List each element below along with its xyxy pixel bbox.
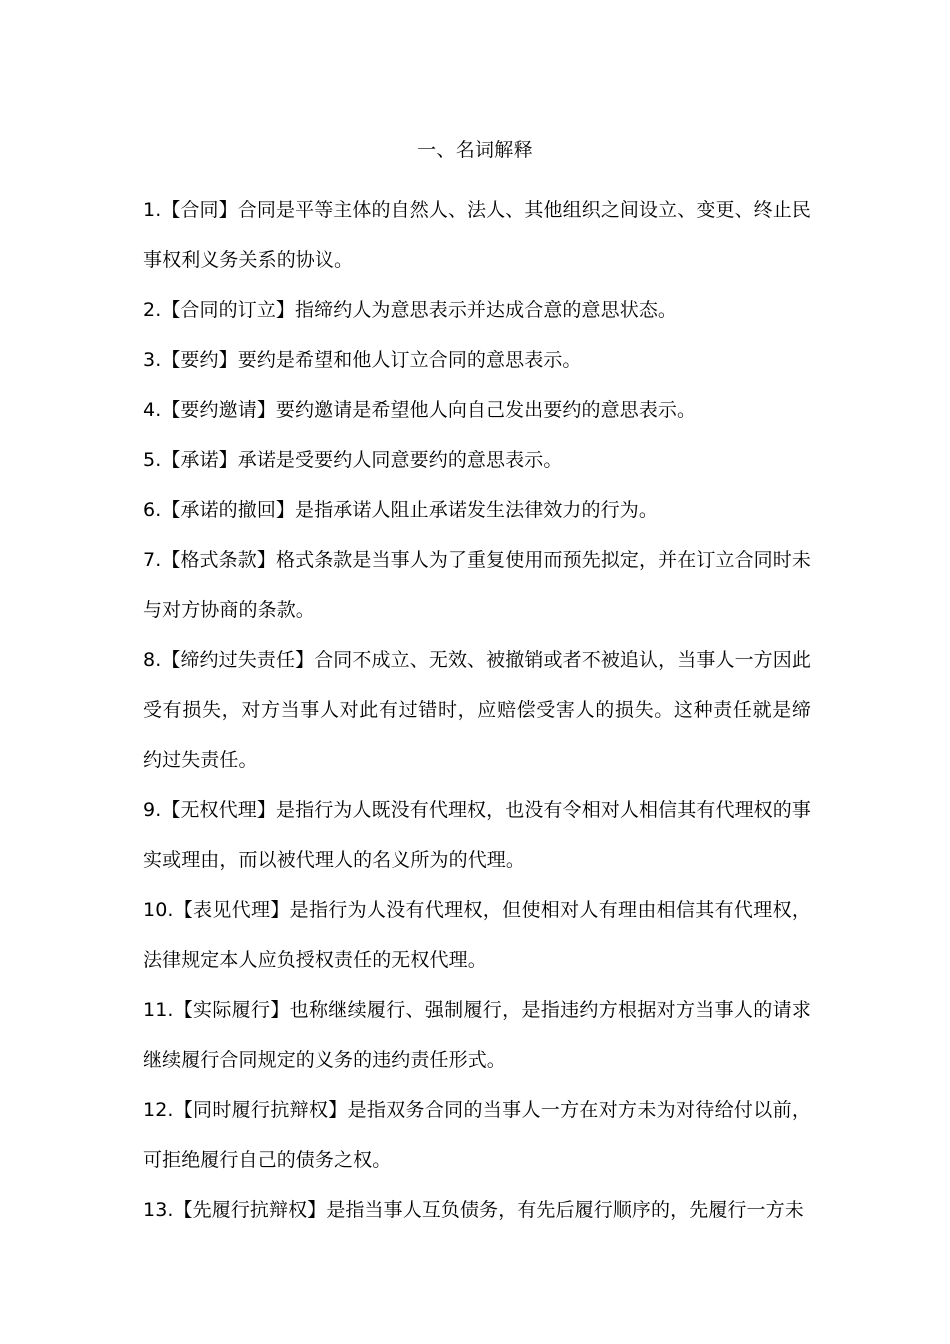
definition-2: 2.【合同的订立】指缔约人为意思表示并达成合意的意思状态。: [143, 299, 678, 321]
definition-7: 7.【格式条款】格式条款是当事人为了重复使用而预先拟定，并在订立合同时未与对方协商的条款。: [143, 549, 811, 621]
definition-6: 6.【承诺的撤回】是指承诺人阻止承诺发生法律效力的行为。: [143, 499, 658, 521]
definition-9: 9.【无权代理】是指行为人既没有代理权，也没有令相对人相信其有代理权的事实或理由，而以被代理人的名义所为的代理。: [143, 799, 811, 871]
section-heading: 一、名词解释: [417, 139, 533, 161]
definition-1: 1.【合同】合同是平等主体的自然人、法人、其他组织之间设立、变更、终止民事权利义务关系的协议。: [143, 199, 811, 271]
definition-5: 5.【承诺】承诺是受要约人同意要约的意思表示。: [143, 449, 563, 471]
definition-3: 3.【要约】要约是希望和他人订立合同的意思表示。: [143, 349, 582, 371]
definition-4: 4.【要约邀请】要约邀请是希望他人向自己发出要约的意思表示。: [143, 399, 697, 421]
definition-8: 8.【缔约过失责任】合同不成立、无效、被撤销或者不被追认，当事人一方因此受有损失，对方当事人对此有过错时，应赔偿受害人的损失。这种责任就是缔约过失责任。: [143, 649, 811, 771]
definition-10: 10.【表见代理】是指行为人没有代理权，但使相对人有理由相信其有代理权，法律规定本人应负授权责任的无权代理。: [143, 899, 811, 971]
definition-12: 12.【同时履行抗辩权】是指双务合同的当事人一方在对方未为对待给付以前，可拒绝履行自己的债务之权。: [143, 1099, 811, 1171]
definition-13: 13.【先履行抗辩权】是指当事人互负债务，有先后履行顺序的，先履行一方未: [143, 1199, 804, 1221]
definition-11: 11.【实际履行】也称继续履行、强制履行，是指违约方根据对方当事人的请求继续履行合同规定的义务的违约责任形式。: [143, 999, 811, 1071]
definitions-list: [143, 185, 811, 1235]
